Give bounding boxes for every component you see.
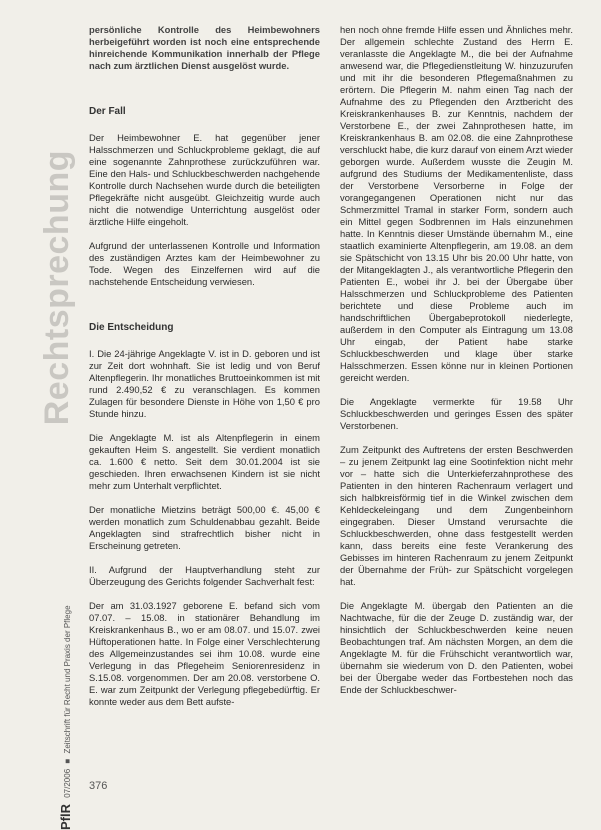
paragraph: I. Die 24-jährige Angeklagte V. ist in D. geboren und ist zur Zeit dort wohnhaft. Sie ist ledig und von Beruf Altenpflegerin. Ihr monatliches Bruttoeinkommen ist mit rund 2.490,52 € zu veranschlagen. Es kommen Zulagen für besondere Dienste in Höhe von 1,50 € pro Stunde hinzu. xyxy=(89,348,320,419)
paragraph: Die Angeklagte vermerkte für 19.58 Uhr Schluckbeschwerden und geringes Essen des später Verstorbenen. xyxy=(340,396,573,431)
page-number: 376 xyxy=(89,780,108,792)
left-column xyxy=(89,24,320,720)
separator-square-icon: ■ xyxy=(63,758,72,764)
right-column xyxy=(340,24,573,708)
paragraph: Der am 31.03.1927 geborene E. befand sich vom 07.07. – 15.08. in stationärer Behandlung im Kreiskrankenhaus B., wo er am 08.07. und 15.07. zwei Hüftoperationen hatte. In Folge einer Verschlechterung des Allgemeinzustandes sei ihm 10.08. wurde eine Verlegung in das Pflegeheim Seniorenresidenz in S.15.08. vorgenommen. Der am 20.08. verstorbene O. E. war zum Zeitpunkt der Verlegung pflegebedürftig. Er konnte weder aus dem Bett aufste- xyxy=(89,600,320,707)
paragraph: Zum Zeitpunkt des Auftretens der ersten Beschwerden – zu jenem Zeitpunkt lag eine Sootinfektion nicht mehr vor – hatte sich die Unterkieferzahnprothese des Patienten in den hinteren Rachenraum verlagert und sich halbkreisförmig tief in die Winkel zwischen dem Kehldeckeleingang und dem Zungenbeinhorn eingegraben. Dieser Umstand verursachte die Schluckbeschwerden, ohne dass festgestellt werden kann, dass bereits eine feste Verankerung des Gebisses im hinteren Rachenraum zu jenem Zeitpunkt der Übernahme der Früh- zur Spätschicht vorgelegen hat. xyxy=(340,444,573,587)
paragraph: Die Angeklagte M. übergab den Patienten an die Nachtwache, für die der Zeuge D. zuständig war, der hinsichtlich der Schluckbeschwerden keine neuen Beobachtungen traf. Am nächsten Morgen, an dem die Angeklagte M. für die Frühschicht verantwortlich war, übernahm sie wiederum von D. den Patienten, wobei bei der Übergabe weder das Fortbestehen noch das Ende der Schluckbeschwer- xyxy=(340,600,573,695)
journal-footer-vertical xyxy=(58,605,73,830)
paragraph: Aufgrund der unterlassenen Kontrolle und Information des zuständigen Arztes kam der Heimbewohner zu Tode. Wegen des Einzelfernen wird auf die nachstehende Entscheidung verwiesen. xyxy=(89,240,320,287)
paragraph: II. Aufgrund der Hauptverhandlung steht zur Überzeugung des Gerichts folgender Sachverhalt fest: xyxy=(89,564,320,587)
paragraph: Der monatliche Mietzins beträgt 500,00 €. 45,00 € werden monatlich zum Schuldenabbau gezahlt. Beide Angeklagten sind strafrechtlich bisher nicht in Erscheinung getreten. xyxy=(89,504,320,551)
journal-issue: 07/2006 xyxy=(63,768,72,798)
lead-paragraph: persönliche Kontrolle des Heimbewohners herbeigeführt worden ist noch eine entsprechende hinreichende Kommunikation innerhalb der Pflege nach zum ärztlichen Dienst ausgelöst wurde. xyxy=(89,24,320,71)
section-title-vertical: Rechtsprechung xyxy=(38,150,76,426)
paragraph: Der Heimbewohner E. hat gegenüber jener Halsschmerzen und Schluckprobleme geklagt, die auf eine sogenannte Zahnprothese zurückzuführen war. Eine den Hals- und Schluckbeschwerden nachgehende Kontrolle durch Nachsehen wurde durch die beteiligten Pflegekräfte nicht ausgeübt. Gleichzeitig wurde auch nicht die notwendige Unterrichtung ausgelöst oder ärztliche Hilfe eingeholt. xyxy=(89,132,320,227)
journal-subtitle: Zeitschrift für Recht und Praxis der Pflege xyxy=(63,605,72,754)
paragraph: hen noch ohne fremde Hilfe essen und Ähnliches mehr. Der allgemein schlechte Zustand des Herrn E. veranlasste die Angeklagte M., die bei der Aufnahme anwesend war, die Pflegedienstleitung W. hinzuzurufen und mit ihr die besonderen Pflegemaßnahmen zu erörtern. Die Pflegerin M. nahm einen Tag nach der Aufnahme des zu Pflegenden den Arztbericht des Kreiskrankenhauses B. zur Kenntnis, nachdem der Verstorbene E., der zwei Zahnprothesen hatte, im Kreiskrankenhaus B. am 02.08. die eine Zahnprothese verschluckt habe, die kurz darauf von einem Arzt wieder geborgen wurde. Außerdem wusste die Zeugin M. aufgrund des Studiums der Medikamentenliste, dass der Verstorbene Versorberne in Folge der vorangegangenen Operationen nicht nur das Schmerzmittel Tramal in starker Form, sondern auch ein Mittel gegen Sodbrennen im Hals einzunehmen hatte. In Kenntnis dieser Umstände übernahm M., eine staatlich examinierte Altenpflegerin, am 19.08. an dem sie Spätschicht von 13.15 Uhr bis 20.00 Uhr hatte, von der Mitangeklagten J., als verantwortliche Pflegerin den Patienten E., wobei ihr J. bei der Übergabe über Halsschmerzen und Schluckprobleme des Patienten berichtete und diese Probleme auch im handschriftlichen Übergabeprotokoll niederlegte, außerdem in den Computer als Eintragung um 13.08 Uhr eingab, der Patient habe starke Schluckbeschwerden und klage über starke Halsschmerzen. Essen könne nur in kleinen Portionen gereicht werden. xyxy=(340,24,573,383)
heading-der-fall: Der Fall xyxy=(89,106,126,117)
paragraph: Die Angeklagte M. ist als Altenpflegerin in einem gekauften Heim S. angestellt. Sie verdient monatlich ca. 1.600 € netto. Seit dem 30.01.2004 ist sie geschieden. Ihren erwachsenen Kindern ist sie nicht mehr zum Unterhalt verpflichtet. xyxy=(89,432,320,491)
journal-abbr: PflR xyxy=(58,804,73,830)
heading-die-entscheidung: Die Entscheidung xyxy=(89,322,174,333)
